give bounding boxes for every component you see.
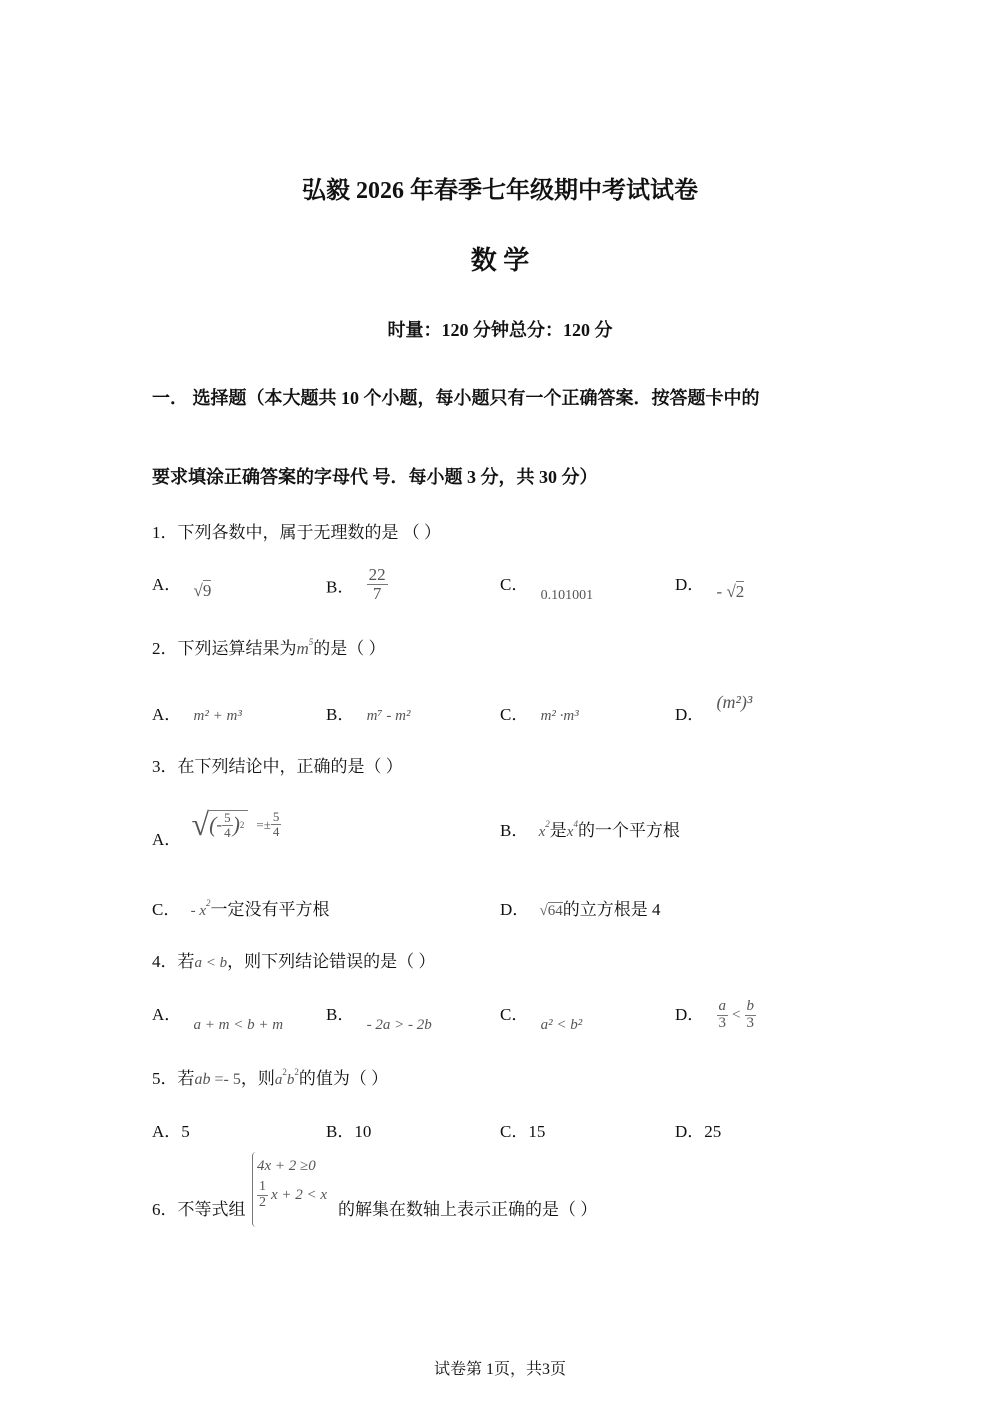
sqrt-fraction-expression: √ ( - $\frac{5}{4}$ ) 2 =± $\frac{5}{4}$ — [191, 806, 280, 842]
option-label: B． — [326, 705, 355, 724]
q2-option-a[interactable] — [152, 700, 242, 725]
question-6-stem-post: 的解集在数轴上表示正确的是（ ） — [338, 1200, 598, 1219]
q4-option-a[interactable] — [152, 1000, 284, 1033]
page-footer: 试卷第 1页，共3页 — [433, 1361, 566, 1378]
q1-option-a[interactable] — [152, 570, 212, 600]
expression: a² < b² — [540, 1017, 583, 1033]
q3-option-c[interactable]: C． - $x^2$一定没有平方根 — [152, 898, 330, 919]
option-label: A． — [152, 1005, 182, 1024]
expression: a + m < b + m — [193, 1017, 284, 1033]
exam-title: 弘毅 2026 年春季七年级期中考试试卷 — [302, 178, 698, 204]
q2-option-b[interactable] — [326, 700, 410, 725]
option-text: 一定没有平方根 — [210, 900, 330, 919]
question-1-stem: 1．下列各数中，属于无理数的是 （ ） — [152, 523, 441, 542]
section-heading-line1: 一． 选择题（本大题共 10 个小题，每小题只有一个正确答案．按答题卡中的 — [152, 388, 760, 408]
option-text: 的一个平方根 — [577, 821, 680, 840]
q3-option-a[interactable] — [152, 806, 281, 853]
expression: m² ·m³ — [540, 708, 579, 724]
inequality-line-2: $\frac{1}{2}$ x + 2 < x — [259, 1179, 328, 1210]
question-5-stem: 5．若ab =- 5，则$a^2b^2$的值为（ ） — [152, 1067, 389, 1088]
decimal-value: 0.101001 — [540, 588, 594, 603]
inequality-line-1: 4x + 2 ≥0 — [257, 1158, 316, 1174]
expression: (m²)³ — [716, 692, 753, 712]
option-label: B． — [326, 1005, 355, 1024]
question-6-stem-pre: 6．不等式组 — [152, 1200, 246, 1219]
inequality-system — [252, 1152, 327, 1227]
question-2-stem: 2．下列运算结果为$m^5$的是（ ） — [152, 637, 386, 658]
neg-sqrt-expression: - √2 — [716, 582, 745, 601]
exam-info: 时量：120 分钟总分：120 分 — [387, 320, 613, 340]
option-label: D． — [675, 705, 705, 724]
fraction: $\frac{22}{7}$ — [368, 565, 386, 603]
q4-option-b[interactable] — [326, 1000, 432, 1033]
expression: - 2a > - 2b — [366, 1017, 432, 1033]
q5-option-d[interactable]: D．25 — [675, 1122, 722, 1141]
option-label: D． — [675, 1005, 705, 1024]
question-3-stem: 3．在下列结论中，正确的是（ ） — [152, 757, 403, 776]
option-label: A． — [152, 830, 182, 849]
option-label: B． — [326, 577, 355, 597]
q3-option-d[interactable]: D． √64的立方根是 4 — [500, 900, 661, 919]
q2-option-c[interactable] — [500, 700, 579, 725]
expression: m² + m³ — [193, 708, 242, 724]
q2-option-d[interactable] — [675, 692, 753, 725]
question-4-stem: 4．若a < b，则下列结论错误的是（ ） — [152, 952, 436, 971]
fraction-inequality: $\frac{a}{3}$ < $\frac{b}{3}$ — [718, 998, 754, 1031]
option-label: C． — [500, 1005, 529, 1024]
q5-option-b[interactable]: B．10 — [326, 1122, 372, 1141]
subject-title: 数 学 — [470, 246, 530, 275]
q1-option-b[interactable] — [326, 565, 388, 607]
q4-option-d[interactable] — [675, 990, 756, 1032]
option-label: A． — [152, 575, 182, 594]
option-label: D． — [500, 900, 530, 919]
sqrt-expression: √9 — [193, 581, 212, 600]
option-label: A． — [152, 705, 182, 724]
q1-option-d[interactable] — [675, 570, 745, 601]
q5-option-a[interactable]: A．5 — [152, 1122, 190, 1141]
q4-option-c[interactable] — [500, 1000, 583, 1033]
expression: m⁷ - m² — [366, 708, 411, 724]
q1-option-c[interactable] — [500, 570, 594, 603]
option-label: B． — [500, 821, 529, 840]
option-label: D． — [675, 575, 705, 594]
option-label: C． — [500, 575, 529, 594]
q3-option-b[interactable]: B． $x^2$是$x^4$的一个平方根 — [500, 819, 680, 840]
option-text: 是 — [549, 821, 567, 840]
option-label: C． — [500, 705, 529, 724]
option-text: 的立方根是 4 — [562, 900, 661, 919]
section-heading-line2: 要求填涂正确答案的字母代 号．每小题 3 分，共 30 分） — [152, 467, 598, 487]
option-label: C． — [152, 900, 181, 919]
q5-option-c[interactable]: C．15 — [500, 1122, 546, 1141]
